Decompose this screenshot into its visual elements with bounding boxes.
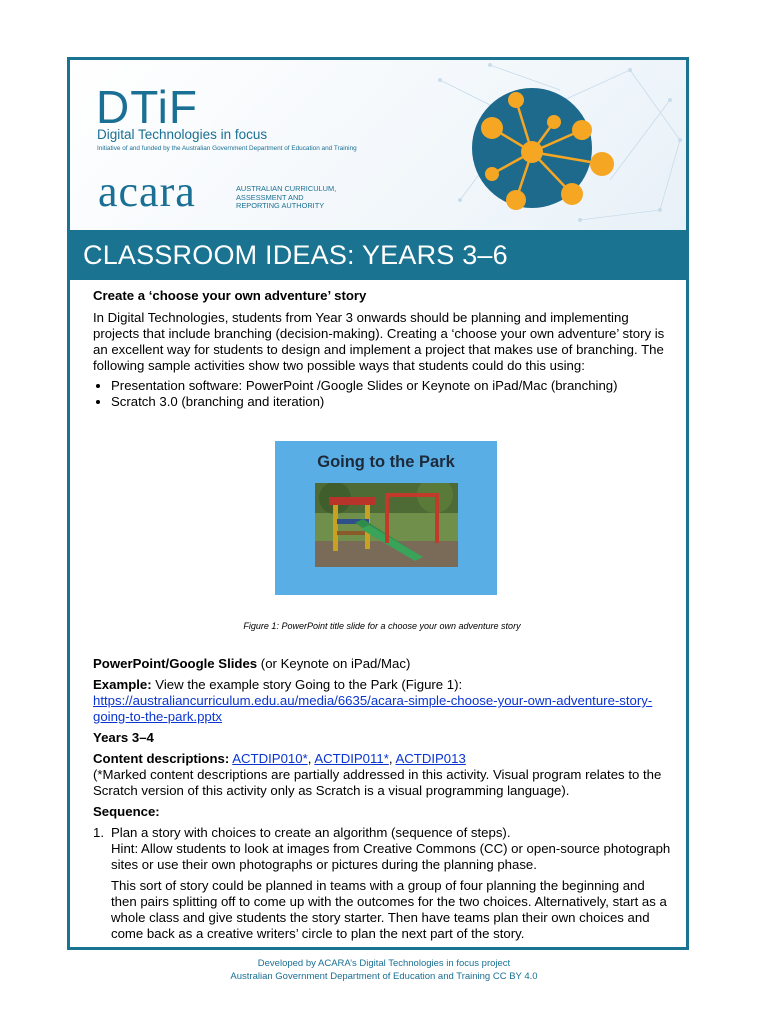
list-item: • Presentation software: PowerPoint /Google Slides or Keynote on iPad/Mac (branching) xyxy=(111,378,671,394)
document-frame xyxy=(67,57,689,950)
footer-line: Developed by ACARA’s Digital Technologies in focus project xyxy=(257,958,511,969)
step-hint: Hint: Allow students to look at images from Creative Commons (CC) or open-source photograph sites or use their own photographs or pictures during the planning phase. xyxy=(111,841,671,872)
step-number: 1. xyxy=(93,825,104,840)
separator: , xyxy=(307,751,315,766)
network-graphic-icon xyxy=(430,60,686,230)
example-paragraph xyxy=(93,677,671,725)
example-link[interactable]: https://australiancurriculum.edu.au/media/6635/acara-simple-choose-your-own-adventure-story-going-to-the-park.pptx xyxy=(93,693,653,724)
acara-logo: acara xyxy=(98,167,196,216)
acara-name-line: ASSESSMENT AND xyxy=(236,192,304,202)
list-item: • Scratch 3.0 (branching and iteration) xyxy=(111,394,671,410)
dtif-logo: DTiF xyxy=(96,81,198,133)
section-heading: Create a ‘choose your own adventure’ story xyxy=(93,288,367,303)
page-title-banner: CLASSROOM IDEAS: YEARS 3–6 xyxy=(70,230,686,280)
example-text: View the example story Going to the Park (Figure 1): xyxy=(151,677,463,692)
footer xyxy=(0,958,768,983)
content-label: Content descriptions: xyxy=(93,751,230,766)
section-heading-powerpoint xyxy=(93,656,671,672)
slide-title: Going to the Park xyxy=(317,453,455,471)
code-link[interactable]: ACTDIP013 xyxy=(395,751,466,766)
acara-full-name xyxy=(236,185,376,211)
header xyxy=(70,60,686,230)
example-label: Example: xyxy=(93,677,152,692)
footer-line: Australian Government Department of Education and Training CC BY 4.0 xyxy=(230,970,538,982)
intro-paragraph: In Digital Technologies, students from Year 3 onwards should be planning and implementing projects that include branching (decision-making). Creating a ‘choose your own adventure’ story is an excellent way for students to design and implement a project that makes use of branching. The following sample activities show two possible ways that students could do this using: xyxy=(93,310,665,373)
figure-caption: Figure 1: PowerPoint title slide for a choose your own adventure story xyxy=(243,621,521,631)
separator: , xyxy=(388,751,396,766)
code-link[interactable]: ACTDIP011* xyxy=(314,751,389,766)
code-link[interactable]: ACTDIP010* xyxy=(232,751,308,766)
heading-bold: PowerPoint/Google Slides xyxy=(93,656,258,671)
main-content xyxy=(93,288,671,942)
dtif-tagline: Initiative of and funded by the Australian Government Department of Education and Training xyxy=(97,145,357,152)
figure xyxy=(93,410,671,610)
content-note: (*Marked content descriptions are partially addressed in this activity. Visual program relates to the Scratch version of this activity only as Scratch is a visual programming language). xyxy=(93,767,662,798)
step-paragraph: This sort of story could be planned in teams with a group of four planning the beginning and then pairs splitting off to come up with the outcomes for the two choices. Alternatively, start as a whole class and give students the story starter. Then have teams plan their own choices and come back as a creative writers’ circle to plan the next part of the story. xyxy=(111,878,667,941)
heading-rest: (or Keynote on iPad/Mac) xyxy=(257,656,411,671)
acara-name-line: AUSTRALIAN CURRICULUM, xyxy=(236,184,337,193)
dtif-subtitle: Digital Technologies in focus xyxy=(97,127,268,142)
slide-thumbnail xyxy=(275,441,497,595)
sequence-label: Sequence: xyxy=(93,804,160,819)
acara-name-line: REPORTING AUTHORITY xyxy=(236,201,325,211)
sequence-step xyxy=(93,825,671,873)
playground-photo-icon xyxy=(315,483,458,567)
content-descriptions xyxy=(93,751,671,799)
years-label: Years 3–4 xyxy=(93,730,154,745)
bullet-list xyxy=(93,378,671,410)
step-text: Plan a story with choices to create an algorithm (sequence of steps). xyxy=(111,825,511,840)
